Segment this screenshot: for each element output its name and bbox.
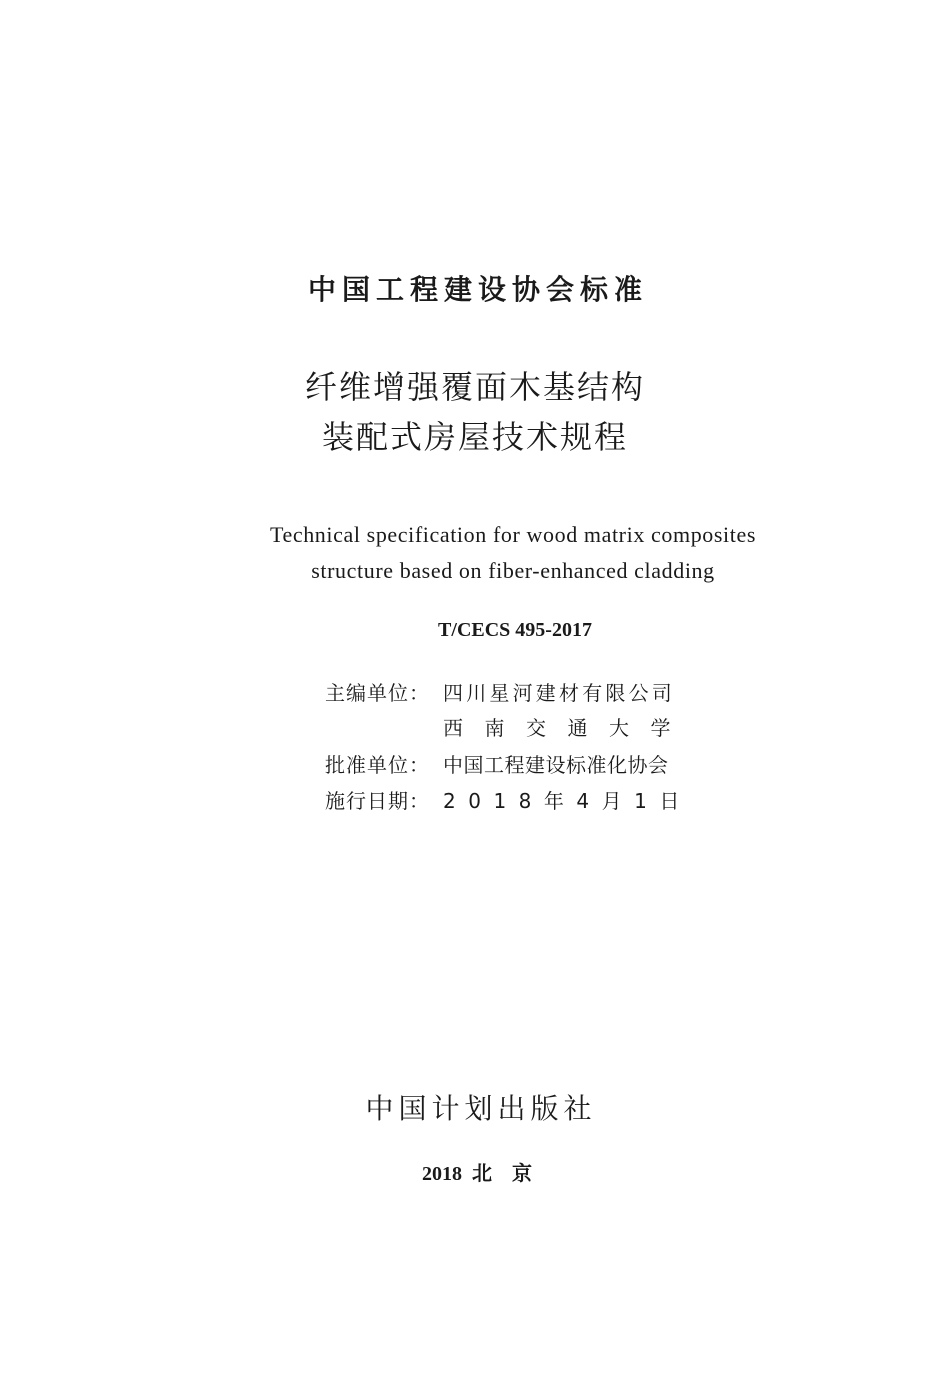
- title-cn-line2: 装配式房屋技术规程: [321, 418, 628, 456]
- approver-org: 中国工程建设标准化协会: [443, 753, 669, 777]
- approver-label: 批准单位：: [325, 753, 430, 777]
- editor-row-2: [325, 716, 692, 740]
- effective-label: 施行日期：: [325, 789, 430, 813]
- approver-row: [325, 753, 669, 777]
- editor-row: [325, 681, 675, 705]
- organization-heading: 中国工程建设协会标准: [307, 273, 648, 306]
- editor-org-1: 四川星河建材有限公司: [443, 681, 675, 705]
- standard-code: T/CECS 495-2017: [438, 619, 592, 641]
- effective-date: 2018年4月1日: [443, 789, 692, 813]
- editor-label: 主编单位：: [325, 681, 430, 705]
- publication-year-city: 2018 北 京: [422, 1163, 532, 1185]
- title-en-line2: structure based on fiber-enhanced cladding: [311, 558, 715, 583]
- editor-org-2: 西南交通大学: [443, 716, 692, 740]
- title-cn-line1: 纤维增强覆面木基结构: [304, 368, 645, 406]
- effective-date-row: [325, 789, 692, 813]
- publisher-name: 中国计划出版社: [365, 1092, 597, 1125]
- title-en-line1: Technical specification for wood matrix composites: [269, 522, 757, 547]
